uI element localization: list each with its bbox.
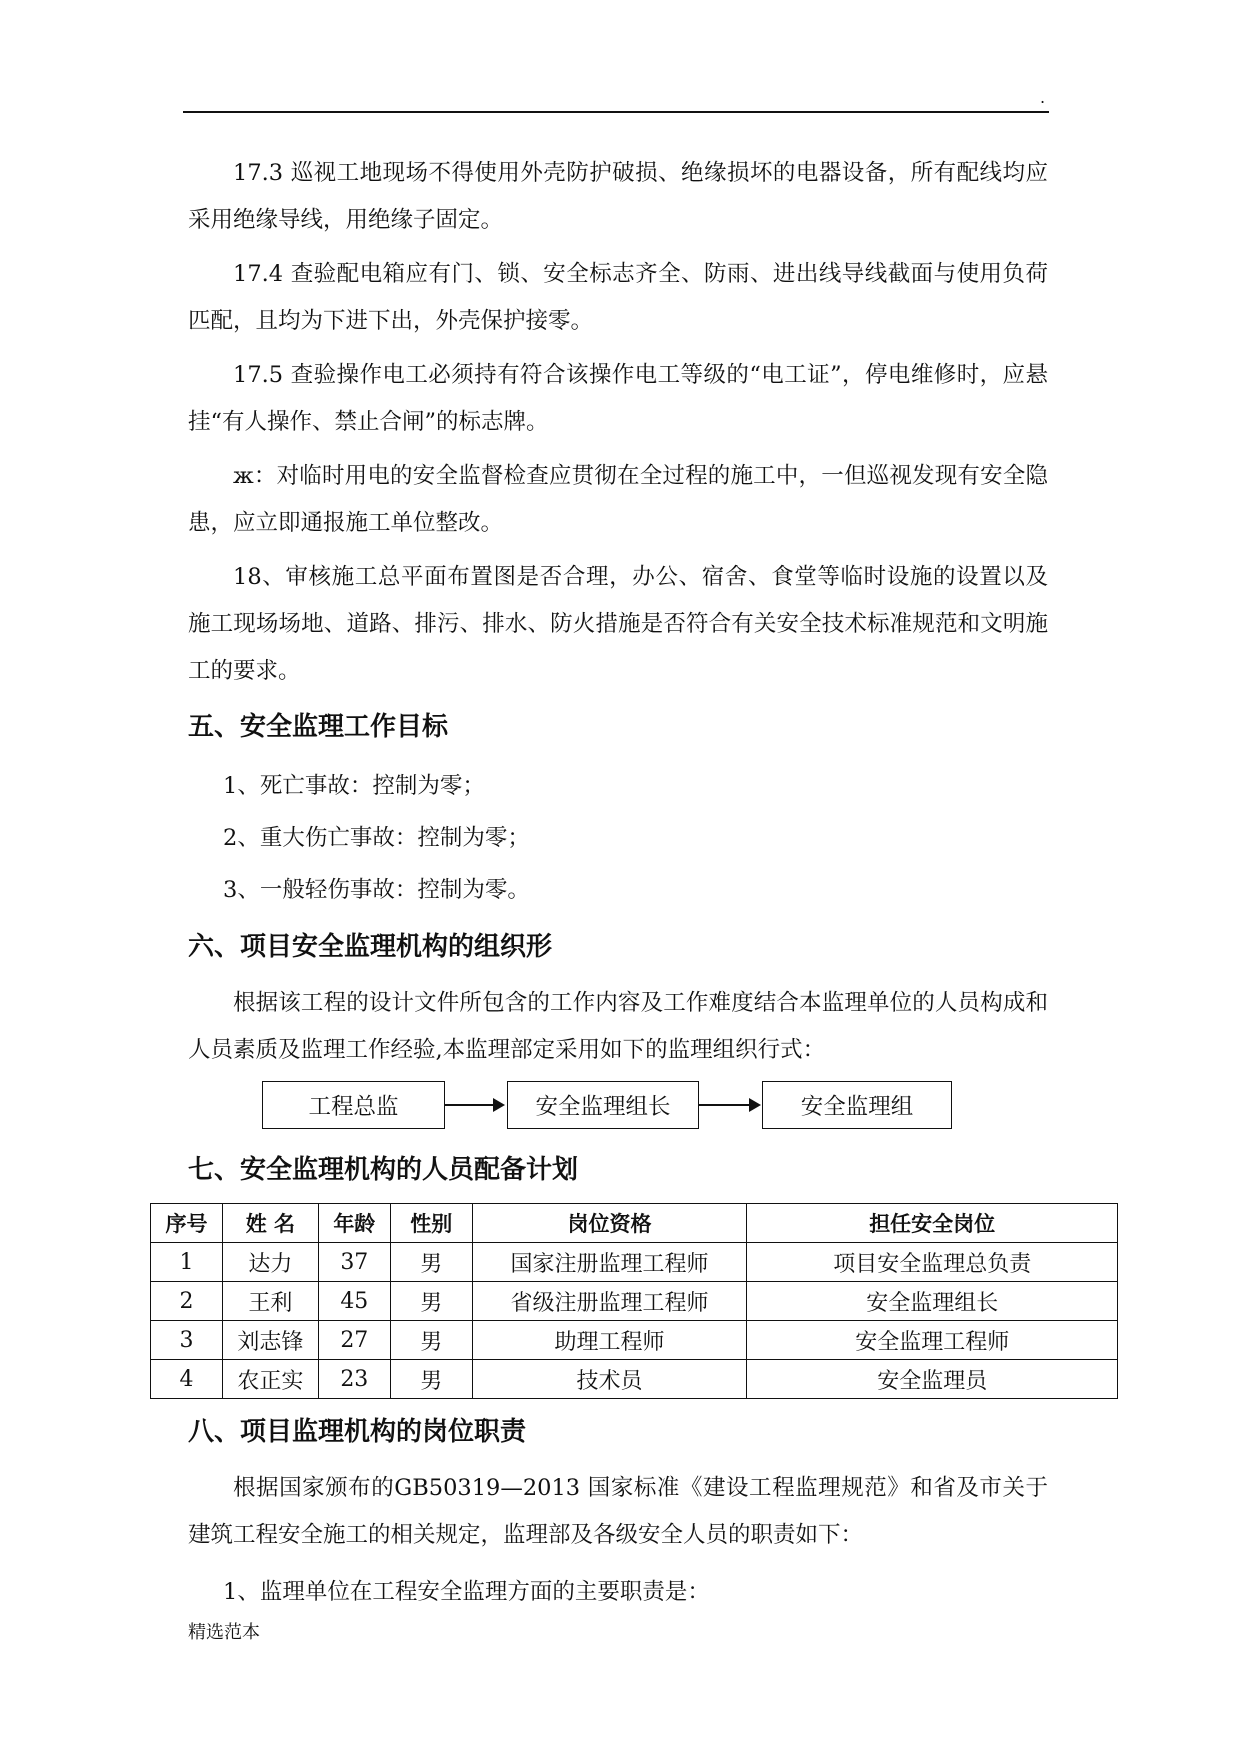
page-content bbox=[165, 150, 1048, 1618]
table-row bbox=[151, 1321, 1118, 1360]
cell-gender: 男 bbox=[390, 1321, 472, 1360]
duty-item: 1、监理单位在工程安全监理方面的主要职责是： bbox=[223, 1579, 710, 1605]
cell-name: 刘志锋 bbox=[222, 1321, 318, 1360]
header-seq: 序号 bbox=[151, 1204, 223, 1243]
header-name: 姓 名 bbox=[222, 1204, 318, 1243]
section-6-title: 六、项目安全监理机构的组织形 bbox=[188, 932, 553, 962]
section-7-title: 七、安全监理机构的人员配备计划 bbox=[188, 1155, 579, 1185]
paragraph-17-3: 17.3 巡视工地现场不得使用外壳防护破损、绝缘损坏的电器设备，所有配线均应采用绝缘导线，用绝缘子固定。 bbox=[188, 160, 1048, 233]
header-dot: . bbox=[1040, 88, 1046, 107]
paragraph-18: 18、审核施工总平面布置图是否合理，办公、宿舍、食堂等临时设施的设置以及施工现场场地、道路、排污、排水、防火措施是否符合有关安全技术标准规范和文明施工的要求。 bbox=[188, 564, 1048, 684]
cell-age: 23 bbox=[318, 1360, 390, 1399]
paragraph-17-4: 17.4 查验配电箱应有门、锁、安全标志齐全、防雨、进出线导线截面与使用负荷匹配，且均为下进下出，外壳保护接零。 bbox=[188, 261, 1048, 334]
section-6-paragraph: 根据该工程的设计文件所包含的工作内容及工作难度结合本监理单位的人员构成和人员素质及监理工作经验,本监理部定采用如下的监理组织行式： bbox=[188, 990, 1048, 1063]
table-row bbox=[151, 1243, 1118, 1282]
org-arrow-2 bbox=[699, 1104, 759, 1106]
cell-qualification: 技术员 bbox=[472, 1360, 747, 1399]
cell-qualification: 助理工程师 bbox=[472, 1321, 747, 1360]
cell-position: 安全监理组长 bbox=[747, 1282, 1118, 1321]
cell-name: 农正实 bbox=[222, 1360, 318, 1399]
goal-item: 3、一般轻伤事故：控制为零。 bbox=[223, 877, 530, 903]
org-box-chief: 工程总监 bbox=[262, 1081, 445, 1129]
table-row bbox=[151, 1282, 1118, 1321]
cell-seq: 1 bbox=[151, 1243, 223, 1282]
header-gender: 性别 bbox=[390, 1204, 472, 1243]
cell-position: 安全监理员 bbox=[747, 1360, 1118, 1399]
cell-age: 37 bbox=[318, 1243, 390, 1282]
cell-position: 项目安全监理总负责 bbox=[747, 1243, 1118, 1282]
cell-gender: 男 bbox=[390, 1360, 472, 1399]
goal-item: 1、死亡事故：控制为零； bbox=[223, 773, 485, 799]
header-age: 年龄 bbox=[318, 1204, 390, 1243]
org-box-leader: 安全监理组长 bbox=[507, 1081, 699, 1129]
section-8-title: 八、项目监理机构的岗位职责 bbox=[188, 1417, 527, 1447]
org-box-group: 安全监理组 bbox=[762, 1081, 952, 1129]
cell-name: 达力 bbox=[222, 1243, 318, 1282]
paragraph-note: ж：对临时用电的安全监督检查应贯彻在全过程的施工中，一但巡视发现有安全隐患，应立即通报施工单位整改。 bbox=[188, 463, 1048, 536]
cell-gender: 男 bbox=[390, 1282, 472, 1321]
cell-seq: 3 bbox=[151, 1321, 223, 1360]
section-8-list bbox=[188, 1566, 1048, 1618]
cell-qualification: 国家注册监理工程师 bbox=[472, 1243, 747, 1282]
cell-seq: 4 bbox=[151, 1360, 223, 1399]
section-8-paragraph: 根据国家颁布的GB50319—2013 国家标准《建设工程监理规范》和省及市关于建筑工程安全施工的相关规定，监理部及各级安全人员的职责如下： bbox=[188, 1475, 1048, 1548]
cell-age: 45 bbox=[318, 1282, 390, 1321]
header-position: 担任安全岗位 bbox=[747, 1204, 1118, 1243]
staff-table bbox=[150, 1203, 1118, 1399]
cell-age: 27 bbox=[318, 1321, 390, 1360]
org-chart bbox=[188, 1081, 1048, 1135]
cell-qualification: 省级注册监理工程师 bbox=[472, 1282, 747, 1321]
goal-item: 2、重大伤亡事故：控制为零； bbox=[223, 825, 530, 851]
table-header-row bbox=[151, 1204, 1118, 1243]
org-arrow-1 bbox=[445, 1104, 503, 1106]
section-5-list bbox=[188, 760, 1048, 916]
table-row bbox=[151, 1360, 1118, 1399]
section-5-title: 五、安全监理工作目标 bbox=[188, 712, 449, 742]
cell-name: 王利 bbox=[222, 1282, 318, 1321]
cell-gender: 男 bbox=[390, 1243, 472, 1282]
cell-seq: 2 bbox=[151, 1282, 223, 1321]
paragraph-17-5: 17.5 查验操作电工必须持有符合该操作电工等级的“电工证”，停电维修时，应悬挂“有人操作、禁止合闸”的标志牌。 bbox=[188, 362, 1048, 435]
header-rule bbox=[183, 111, 1049, 113]
cell-position: 安全监理工程师 bbox=[747, 1321, 1118, 1360]
header-qualification: 岗位资格 bbox=[472, 1204, 747, 1243]
footer-text: 精选范本 bbox=[188, 1622, 260, 1643]
